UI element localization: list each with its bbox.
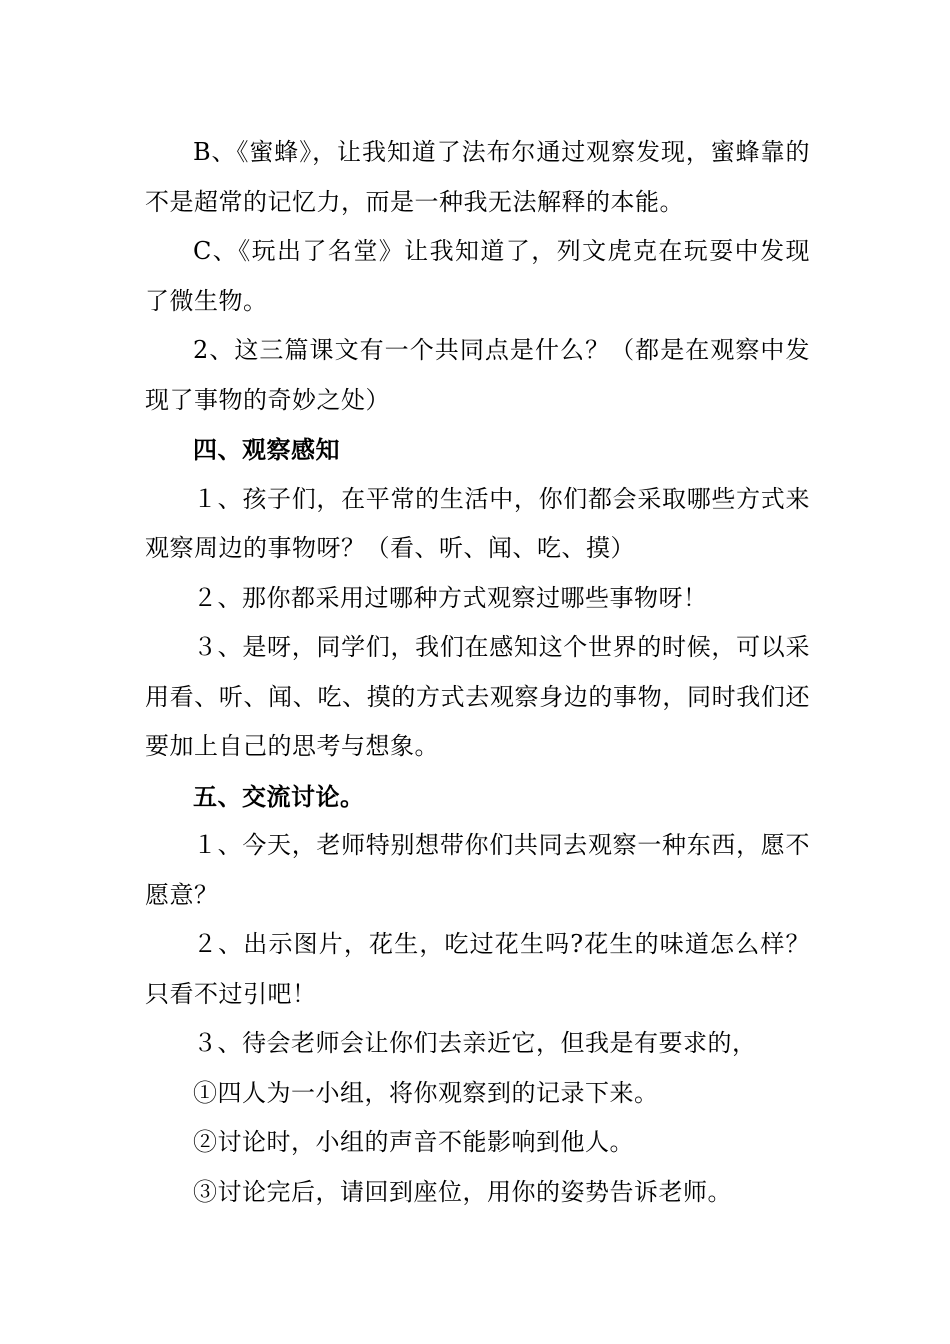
paragraph-microbe: C、《玩出了名堂》让我知道了，列文虎克在玩耍中发现了微生物。 <box>145 237 810 315</box>
paragraph-observe-2: ２、那你都采用过哪种方式观察过哪些事物呀！ <box>193 583 708 612</box>
paragraph-bee: B、《蜜蜂》，让我知道了法布尔通过观察发现，蜜蜂靠的不是超常的记忆力，而是一种我无法解释的本能。 <box>145 138 810 216</box>
document-page <box>145 128 810 1217</box>
paragraph-observe-3: ３、是呀，同学们，我们在感知这个世界的时候，可以采用看、听、闻、吃、摸的方式去观察身边的事物，同时我们还要加上自己的思考与想象。 <box>145 633 810 760</box>
requirement-item-2: ②讨论时，小组的声音不能影响到他人。 <box>193 1128 634 1156</box>
paragraph-discuss-1: １、今天，老师特别想带你们共同去观察一种东西，愿不愿意？ <box>145 831 810 909</box>
requirement-item-1: ①四人为一小组，将你观察到的记录下来。 <box>193 1078 659 1107</box>
section-heading-discuss: 五、交流讨论。 <box>193 781 365 811</box>
paragraph-observe-1: １、孩子们，在平常的生活中，你们都会采取哪些方式来观察周边的事物呀？（看、听、闻、吃、摸） <box>145 484 810 562</box>
paragraph-common-point: 2、这三篇课文有一个共同点是什么？（都是在观察中发现了事物的奇妙之处） <box>145 336 810 414</box>
requirement-item-3: ③讨论完后，请回到座位，用你的姿势告诉老师。 <box>193 1177 732 1206</box>
section-heading-observe: 四、观察感知 <box>193 435 340 464</box>
paragraph-discuss-2: ２、出示图片，花生，吃过花生吗?花生的味道怎么样？只看不过引吧！ <box>145 930 810 1008</box>
paragraph-discuss-3: ３、待会老师会让你们去亲近它，但我是有要求的， <box>193 1029 757 1057</box>
